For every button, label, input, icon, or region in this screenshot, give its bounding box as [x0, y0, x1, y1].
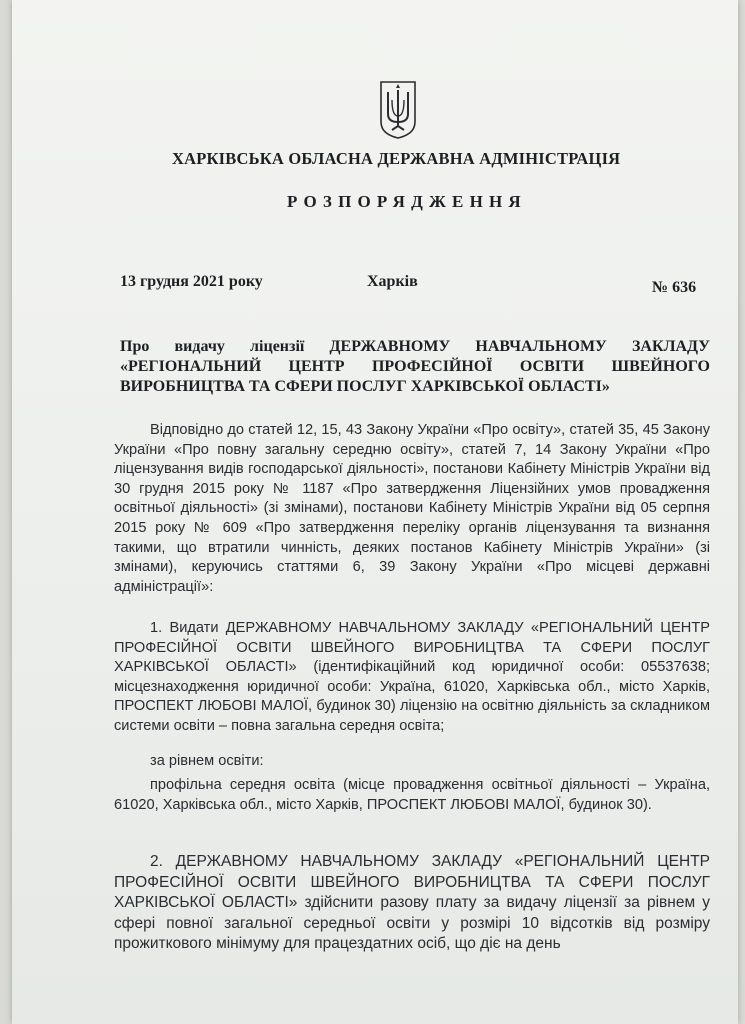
document-type: РОЗПОРЯДЖЕННЯ [287, 192, 527, 211]
document-subject: Про видачу ліцензії ДЕРЖАВНОМУ НАВЧАЛЬНОМУ ЗАКЛАДУ «РЕГІОНАЛЬНИЙ ЦЕНТР ПРОФЕСІЙНОЇ ОСВІТИ ШВЕЙНОГО ВИРОБНИЦТВА ТА СФЕРИ ПОСЛУГ ХАРКІВСЬКОЇ ОБЛАСТІ» [120, 338, 710, 395]
organization-name: ХАРКІВСЬКА ОБЛАСНА ДЕРЖАВНА АДМІНІСТРАЦІЯ [172, 149, 621, 168]
trident-emblem-icon [378, 78, 418, 140]
item-2-paragraph: 2. ДЕРЖАВНОМУ НАВЧАЛЬНОМУ ЗАКЛАДУ «РЕГІОНАЛЬНИЙ ЦЕНТР ПРОФЕСІЙНОЇ ОСВІТИ ШВЕЙНОГО ВИРОБНИЦТВА ТА СФЕРИ ПОСЛУГ ХАРКІВСЬКОЇ ОБЛАСТІ» здійснити разову плату за видачу ліцензії за рівнем у сфері повної загальної середньої освіти у розмірі 10 відсотків від розміру прожиткового мінімуму для працездатних осіб, що діє на день [114, 853, 710, 952]
item-1-level-text: профільна середня освіта (місце провадження освітньої діяльності – Україна, 61020, Харківська обл., місто Харків, ПРОСПЕКТ ЛЮБОВІ МАЛОЇ, будинок 30). [114, 777, 710, 813]
document-city: Харків [367, 273, 418, 290]
document-date: 13 грудня 2021 року [120, 273, 263, 290]
preamble-paragraph: Відповідно до статей 12, 15, 43 Закону України «Про освіту», статей 35, 45 Закону України «Про повну загальну середню освіту», статей 7, 14 Закону України «Про ліцензування видів господарської діяльності», постанови Кабінету Міністрів України від 30 грудня 2015 року № 1187 «Про затвердження Ліцензійних умов провадження освітньої діяльності» (зі змінами), постанови Кабінету Міністрів України від 05 серпня 2015 року № 609 «Про затвердження переліку органів ліцензування та визнання такими, що втратили чинність, деяких постанов Кабінету Міністрів України» (зі змінами), керуючись статтями 6, 39 Закону України «Про місцеві державні адміністрації»: [114, 422, 710, 595]
item-1-level-label: за рівнем освіти: [150, 753, 264, 769]
document-number: № 636 [652, 279, 697, 296]
item-1-paragraph: 1. Видати ДЕРЖАВНОМУ НАВЧАЛЬНОМУ ЗАКЛАДУ «РЕГІОНАЛЬНИЙ ЦЕНТР ПРОФЕСІЙНОЇ ОСВІТИ ШВЕЙНОГО ВИРОБНИЦТВА ТА СФЕРИ ПОСЛУГ ХАРКІВСЬКОЇ ОБЛАСТІ» (ідентифікаційний код юридичної особи: 05537638; місцезнаходження юридичної особи: Україна, 61020, Харківська обл., місто Харків, ПРОСПЕКТ ЛЮБОВІ МАЛОЇ, будинок 30) ліцензію на освітню діяльність за складником системи освіти – повна загальна середня освіта; [114, 620, 710, 734]
document-page [12, 0, 738, 1024]
